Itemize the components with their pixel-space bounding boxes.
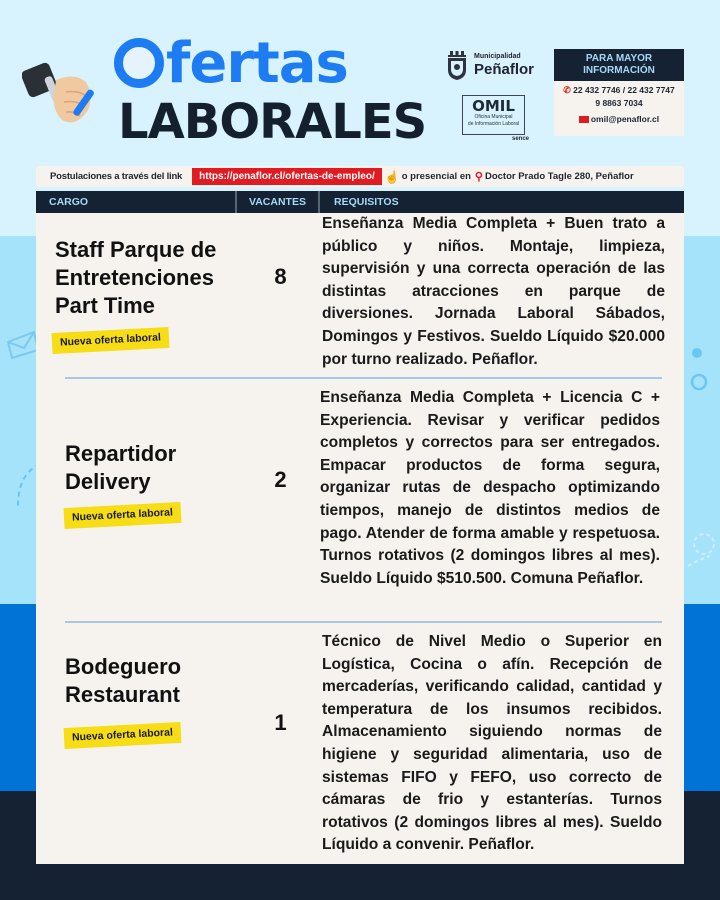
in-person-text: o presencial en xyxy=(401,171,471,182)
column-header-requisitos: REQUISITOS xyxy=(334,196,399,208)
row-divider xyxy=(65,377,662,379)
title-laborales: LABORALES xyxy=(118,94,427,150)
municipality-small-text: Municipalidad xyxy=(474,53,521,61)
table-row xyxy=(36,213,684,378)
address-text: Doctor Prado Tagle 280, Peñaflor xyxy=(484,171,634,182)
vacancies-count: 8 xyxy=(274,264,287,289)
application-label: Postulaciones a través del link xyxy=(50,171,183,182)
omil-subtitle-2: de Información Laboral xyxy=(467,121,520,127)
email-line xyxy=(554,113,684,125)
municipality-name: Peñaflor xyxy=(474,61,535,79)
job-requirements: Enseñanza Media Completa + Buen trato a público y niños. Montaje, limpieza, supervisión y una correcta operación de las distintas atracciones en parque de diversiones. Jornada Laboral Sábados, Domingos y Festivos. Sueldo Líquido $20.000 por turno realizado. Peñaflor. xyxy=(322,215,665,368)
vacancies-count: 2 xyxy=(274,467,287,492)
contact-title-line1: PARA MAYOR xyxy=(585,53,653,64)
new-offer-badge: Nueva oferta laboral xyxy=(64,502,182,529)
job-title: Staff Parque de Entretenciones Part Time xyxy=(55,237,217,318)
circles-decoration xyxy=(688,340,714,400)
dashed-loop-decoration xyxy=(684,530,720,570)
phone-icon: ✆ xyxy=(563,85,571,95)
new-offer-badge: Nueva oferta laboral xyxy=(64,722,182,749)
envelope-icon xyxy=(6,330,40,360)
municipality-logo xyxy=(446,51,534,81)
vacancies-count: 1 xyxy=(274,710,287,735)
omil-logo xyxy=(462,95,525,135)
job-offers-table xyxy=(36,191,684,864)
contact-info-box xyxy=(554,49,684,136)
magnifier-o-icon xyxy=(114,38,164,88)
phone-line1[interactable]: 22 432 7746 / 22 432 7747 xyxy=(573,85,675,95)
shield-crest-icon xyxy=(446,51,468,81)
title-ofertas-text: fertas xyxy=(166,31,348,96)
phone-line2[interactable]: 9 8863 7034 xyxy=(595,98,643,108)
table-header xyxy=(36,191,684,213)
mail-icon xyxy=(579,116,589,123)
column-header-vacantes: VACANTES xyxy=(237,191,320,213)
job-requirements: Técnico de Nivel Medio o Superior en Logística, Cocina o afín. Recepción de mercaderías, verificando calidad, cantidad y temperatura de los insumos recibidos. Almacenamiento siguiendo normas de higiene y seguridad alimentaria, uso de sistemas FIFO y FEFO, uso correcto de cámaras de frio y estanterías. Turnos rotativos (2 domingos libres al mes). Sueldo Líquido a convenir. Peñaflor. xyxy=(322,633,662,854)
application-url-link[interactable]: https://penaflor.cl/ofertas-de-empleo/ xyxy=(192,168,382,185)
contact-info-header xyxy=(554,49,684,81)
omil-title: OMIL xyxy=(472,97,515,115)
job-title: Bodeguero Restaurant xyxy=(65,654,182,707)
title-ofertas xyxy=(114,31,348,96)
phone-numbers xyxy=(554,84,684,110)
table-row xyxy=(36,387,684,617)
sence-logo: sence xyxy=(512,136,530,142)
omil-subtitle-1: Oficina Municipal xyxy=(474,114,513,120)
column-header-cargo: CARGO xyxy=(36,191,237,213)
contact-title-line2: INFORMACIÓN xyxy=(583,65,655,76)
pointer-hand-icon: ☝ xyxy=(384,169,400,184)
new-offer-badge: Nueva oferta laboral xyxy=(52,327,170,354)
application-link-bar xyxy=(36,166,684,187)
location-pin-icon: ⚲ xyxy=(474,171,483,183)
table-row xyxy=(36,631,684,861)
hand-magnifier-icon xyxy=(22,58,112,128)
job-title: Repartidor Delivery xyxy=(65,441,177,494)
email-link[interactable]: omil@penaflor.cl xyxy=(590,114,660,124)
row-divider xyxy=(65,621,662,623)
job-requirements: Enseñanza Media Completa + Licencia C + Experiencia. Revisar y verificar pedidos completos y correctos para ser entregados. Empacar productos de forma segura, organizar rutas de despacho optimizando tiempos, manejo de distintos medios de pago. Atender de forma amable y respetuosa. Turnos rotativos (2 domingos libres al mes). Sueldo Líquido $510.500. Comuna Peñaflor. xyxy=(320,389,660,587)
